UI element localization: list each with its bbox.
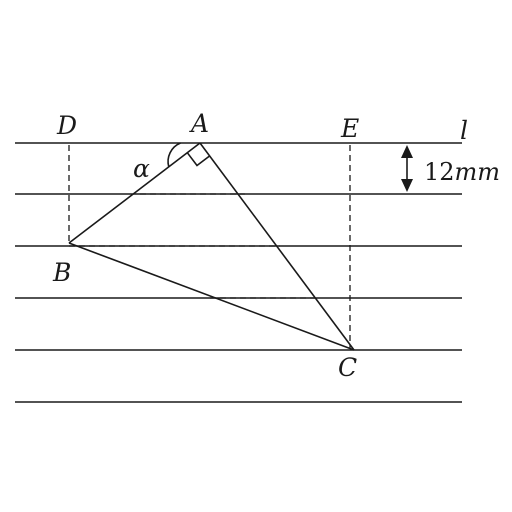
arrowhead-down — [401, 179, 413, 192]
label-alpha: α — [133, 154, 150, 183]
label-c: C — [338, 353, 358, 382]
label-e: E — [341, 114, 360, 143]
right-angle-marker — [187, 153, 209, 166]
spacing-unit: mm — [454, 158, 501, 186]
segment-bc — [69, 243, 354, 350]
arrowhead-up — [401, 145, 413, 158]
label-a: A — [191, 109, 210, 138]
label-l: l — [460, 116, 468, 145]
spacing-label — [424, 158, 500, 186]
label-b: B — [53, 258, 72, 287]
label-d: D — [57, 111, 78, 140]
spacing-value: 12 — [424, 158, 455, 186]
